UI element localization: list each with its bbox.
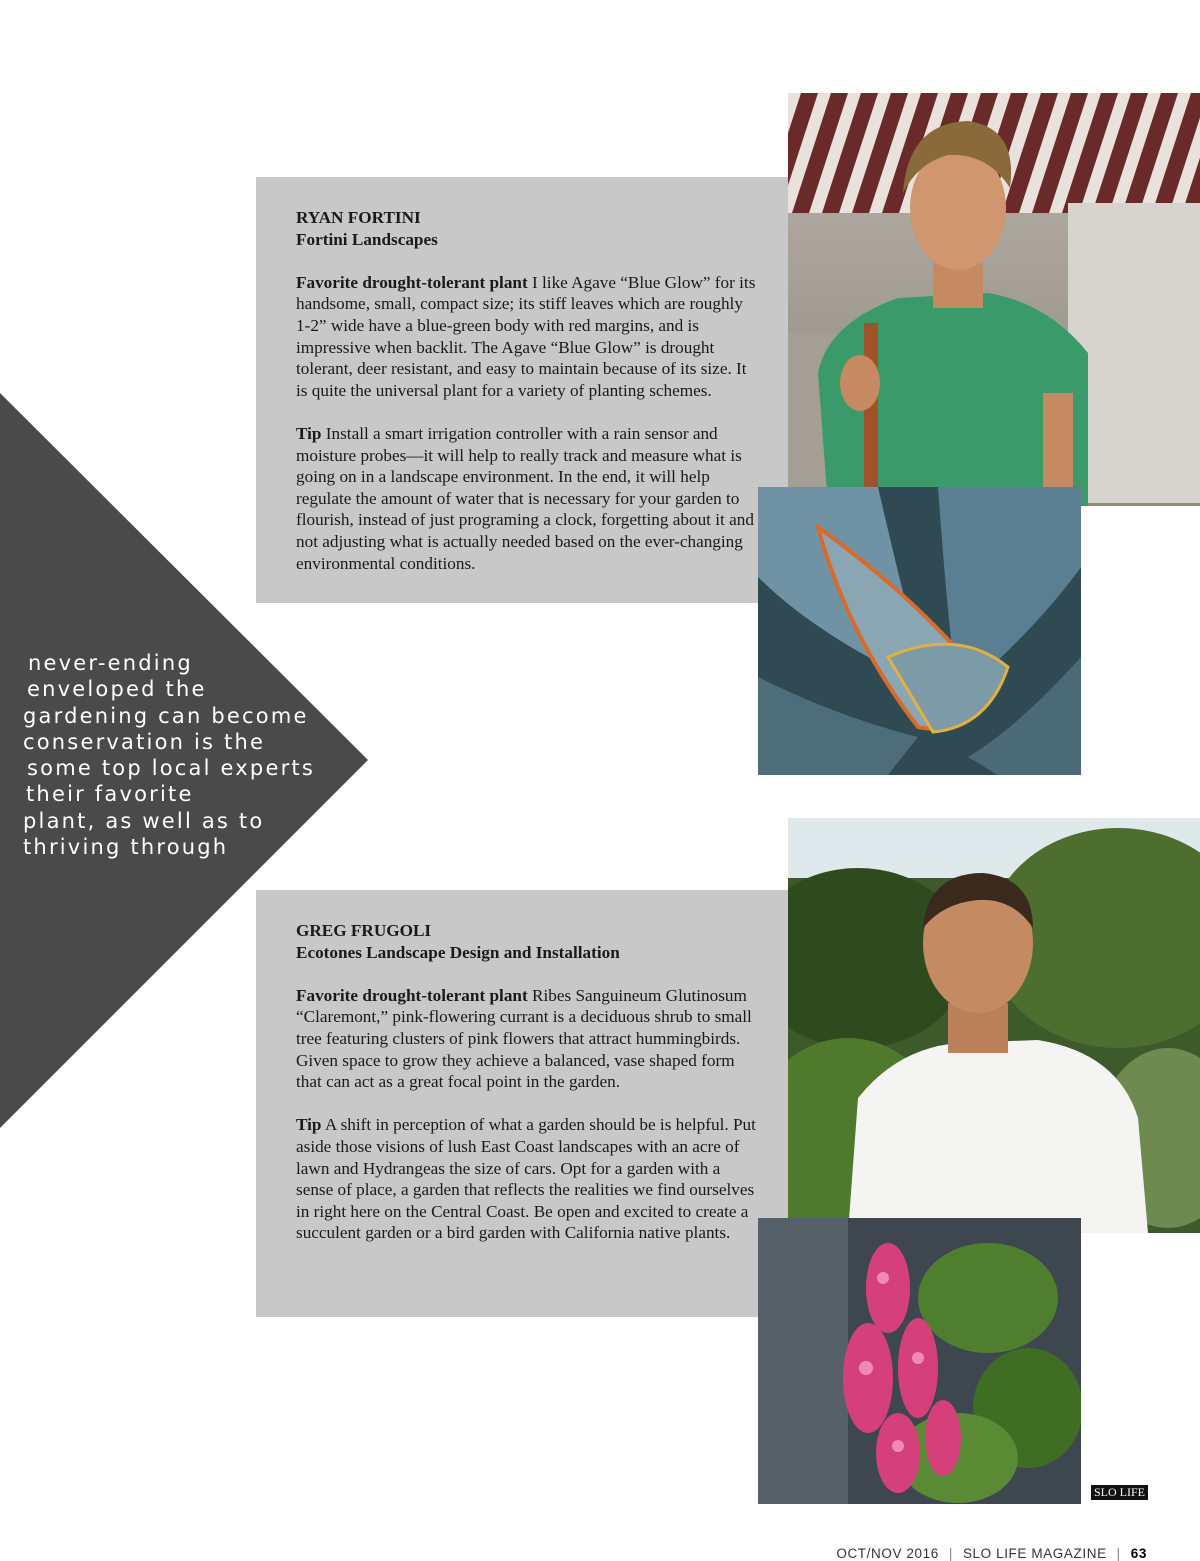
greg-frugoli-photo (788, 818, 1200, 1233)
intro-line: thriving through (23, 835, 229, 860)
profile-name: GREG FRUGOLI (296, 921, 432, 940)
intro-line: conservation is the (23, 729, 266, 754)
tip-label: Tip (296, 423, 322, 443)
profile-panel-greg-frugoli (256, 890, 788, 1317)
intro-line: enveloped the (27, 677, 207, 702)
ribes-flowering-currant-photo (758, 1218, 1081, 1504)
intro-text (0, 650, 340, 860)
favorite-plant-paragraph (296, 985, 758, 1093)
intro-line: some top local experts (27, 756, 315, 781)
intro-line: their favorite (26, 782, 194, 807)
footer-separator: | (948, 1546, 953, 1561)
footer-issue: OCT/NOV 2016 (836, 1546, 939, 1561)
intro-line: plant, as well as to (23, 808, 265, 833)
tip-paragraph (296, 423, 758, 574)
tip-label: Tip (296, 1115, 322, 1135)
photo-credit: SLO LIFE (1091, 1485, 1148, 1500)
profile-company: Ecotones Landscape Design and Installation (296, 942, 620, 962)
profile-text (296, 207, 758, 574)
profile-name: RYAN FORTINI (296, 208, 421, 227)
favorite-plant-text: Ribes Sanguineum Glutinosum “Claremont,” pink-flowering currant is a deciduous shrub to small tree featuring clusters of pink flowers that attract hummingbirds. Given space to grow they achieve a balanced, vase shaped form that can act as a great focal point in the garden. (296, 985, 752, 1092)
footer-separator: | (1116, 1546, 1121, 1561)
ryan-fortini-photo (788, 93, 1200, 506)
profile-panel-ryan-fortini (256, 177, 788, 603)
intro-line: gardening can become (23, 703, 309, 728)
page-number: 63 (1130, 1546, 1147, 1561)
agave-blue-glow-photo (758, 487, 1081, 775)
profile-text (296, 920, 758, 1244)
favorite-plant-label: Favorite drought-tolerant plant (296, 985, 528, 1005)
profile-company: Fortini Landscapes (296, 229, 438, 249)
footer-magazine: SLO LIFE MAGAZINE (962, 1546, 1107, 1561)
favorite-plant-label: Favorite drought-tolerant plant (296, 272, 528, 292)
tip-text: Install a smart irrigation controller with a rain sensor and moisture probes—it will help to really track and measure what is going on in a landscape environment. In the end, it will help regulate the amount of water that is necessary for your garden to flourish, instead of just programing a clock, forgetting about it and not adjusting what is actually needed based on the ever-changing environmental conditions. (296, 423, 754, 573)
intro-line: never-ending (28, 651, 193, 675)
page-footer (836, 1546, 1147, 1561)
tip-text: A shift in perception of what a garden should be is helpful. Put aside those visions of lush East Coast landscapes with an acre of lawn and Hydrangeas the size of cars. Opt for a garden with a sense of place, a garden that reflects the realities we find ourselves in right here on the Central Coast. Be open and excited to create a succulent garden or a bird garden with California native plants. (296, 1115, 756, 1243)
favorite-plant-paragraph (296, 272, 758, 402)
tip-paragraph (296, 1114, 758, 1244)
favorite-plant-text: I like Agave “Blue Glow” for its handsome, small, compact size; its stiff leaves which are roughly 1-2” wide have a blue-green body with red margins, and is impressive when backlit. The Agave “Blue Glow” is drought tolerant, deer resistant, and easy to maintain because of its size. It is quite the universal plant for a variety of planting schemes. (296, 272, 756, 400)
